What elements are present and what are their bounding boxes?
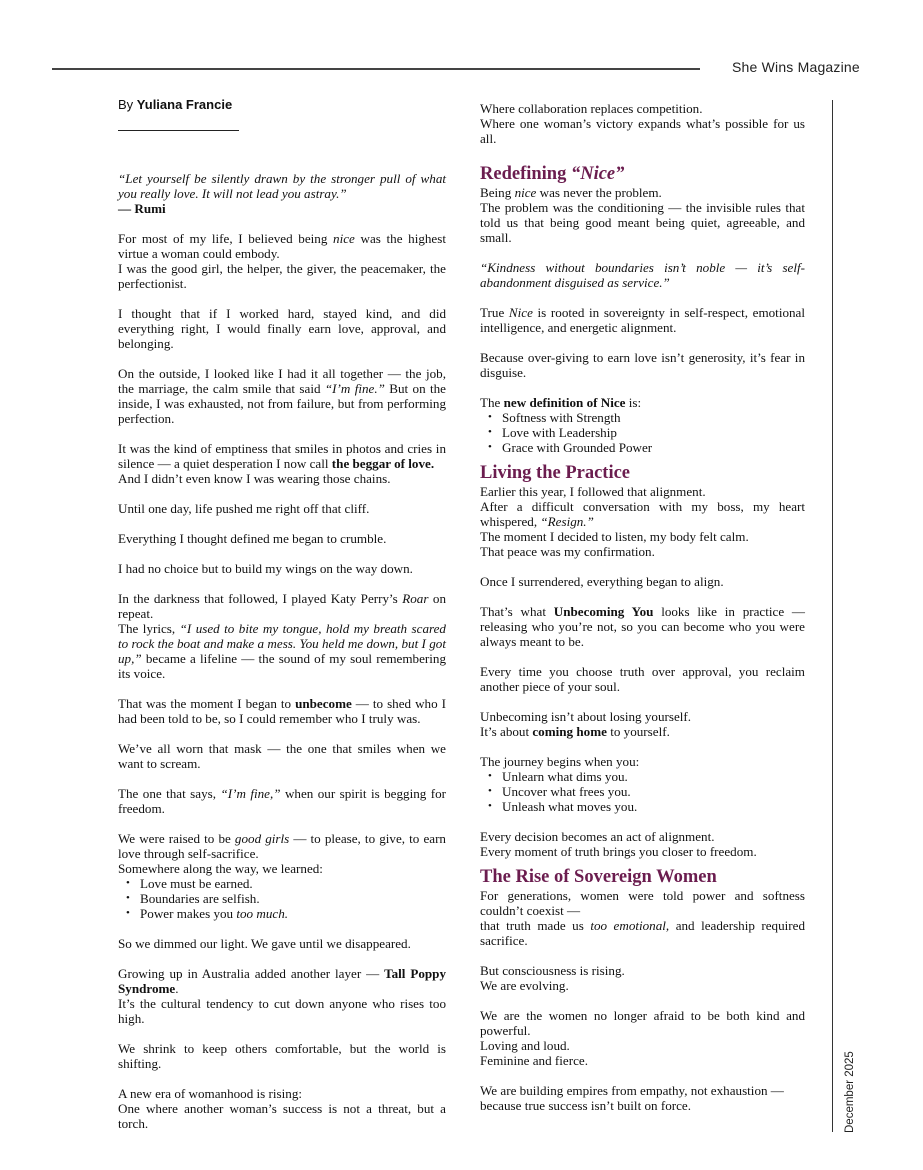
text-run: We are evolving.	[480, 978, 569, 993]
text-run: It was the kind of emptiness that smiles in photos and cries in silence — a quiet desperation I now call	[118, 441, 446, 472]
text-run: Earlier this year, I followed that alignment.	[480, 484, 706, 499]
text-run: The one that says,	[118, 786, 221, 802]
text-run: That was the moment I began to	[118, 696, 296, 712]
list-item: • Boundaries are selfish.	[140, 891, 446, 906]
text-run: We were raised to be	[118, 831, 235, 847]
text-run: is rooted in sovereignty in self-respect, emotional intelligence, and energetic alignment.	[480, 305, 805, 335]
opening-quote	[118, 171, 446, 216]
list-item: • Unleash what moves you.	[502, 799, 805, 814]
paragraph	[480, 1008, 805, 1068]
paragraph	[480, 305, 805, 335]
text-run: Loving and loud.	[480, 1038, 570, 1053]
text-run: Being	[480, 185, 515, 200]
text-run: The moment I decided to listen, my body felt calm.	[480, 529, 749, 544]
text-run: But consciousness is rising.	[480, 963, 625, 978]
paragraph: Every time you choose truth over approval, you reclaim another piece of your soul.	[480, 664, 805, 694]
left-column	[118, 97, 446, 1146]
text-run: One where another woman’s success is not a threat, but a torch.	[118, 1101, 446, 1132]
paragraph: Everything I thought defined me began to crumble.	[118, 531, 387, 547]
text-run: “Nice”	[570, 164, 625, 184]
text-run: “I’m fine.”	[324, 381, 385, 397]
text-run: Somewhere along the way, we learned:	[118, 861, 323, 877]
paragraph	[118, 966, 446, 1026]
text-run: I was the good girl, the helper, the giver, the peacemaker, the perfectionist.	[118, 261, 446, 292]
text-run: Unbecoming isn’t about losing yourself.	[480, 709, 692, 724]
paragraph: We shrink to keep others comfortable, but the world is shifting.	[118, 1041, 446, 1072]
text-run: and leadership required sacrifice.	[480, 918, 806, 948]
paragraph: So we dimmed our light. We gave until we disappeared.	[118, 936, 411, 952]
text-run: Power makes you	[140, 906, 237, 922]
header-rule	[52, 68, 700, 70]
text-run: Where one woman’s victory expands what’s possible for us all.	[480, 116, 805, 146]
text-run: looks like in practice — releasing who you’re not, so you can become who you were always meant to be.	[480, 604, 805, 649]
paragraph: We’ve all worn that mask — the one that smiles when we want to scream.	[118, 741, 446, 772]
text-run: Feminine and fierce.	[480, 1053, 588, 1068]
text-run: when our spirit is begging for freedom.	[118, 786, 446, 817]
text-run: to yourself.	[606, 724, 670, 739]
byline	[118, 97, 446, 113]
text-run: The problem was the conditioning — the invisible rules that told us that being good meant being quiet, agreeable, and small.	[480, 200, 805, 245]
text-run: too emotional,	[590, 918, 670, 933]
text-run: Every decision becomes an act of alignment.	[480, 829, 715, 844]
section-heading-sovereign-women: The Rise of Sovereign Women	[480, 867, 717, 887]
text-run: After a difficult conversation with my boss, my heart whispered,	[480, 499, 805, 529]
bullet-list	[480, 769, 805, 814]
text-run: Roar	[402, 591, 429, 607]
text-run: unbecome	[295, 696, 352, 712]
paragraph	[480, 604, 805, 649]
paragraph	[480, 484, 805, 559]
paragraph	[480, 1083, 805, 1113]
text-run: “I’m fine,”	[220, 786, 281, 802]
paragraph	[118, 366, 446, 426]
list-item: • Love with Leadership	[502, 425, 805, 440]
text-run: The	[480, 395, 504, 410]
paragraph: Because over-giving to earn love isn’t generosity, it’s fear in disguise.	[480, 350, 805, 380]
paragraph	[118, 1086, 446, 1131]
text-run: — to shed who I had been told to be, so I could remember who I truly was.	[118, 696, 446, 727]
text-run: good girls	[234, 831, 290, 847]
text-run: was the highest virtue a woman could embody.	[118, 231, 446, 262]
list-item: • Unlearn what dims you.	[502, 769, 805, 784]
paragraph	[480, 101, 805, 146]
pull-quote: “Kindness without boundaries isn’t noble — it’s self-abandonment disguised as service.”	[480, 260, 805, 290]
text-run: “I used to bite my tongue, hold my breath scared to rock the boat and make a mess. You held me down, but I got up,”	[118, 621, 446, 667]
text-run: too much.	[236, 906, 289, 922]
text-run: For generations, women were told power and softness couldn’t coexist —	[480, 888, 805, 918]
text-run: Where collaboration replaces competition.	[480, 101, 703, 116]
paragraph: Until one day, life pushed me right off that cliff.	[118, 501, 370, 517]
right-column	[480, 101, 805, 1128]
text-run: And I didn’t even know I was wearing those chains.	[118, 471, 391, 487]
text-run: In the darkness that followed, I played Katy Perry’s	[118, 591, 403, 607]
section-heading-redefining-nice	[480, 164, 805, 185]
paragraph	[480, 829, 805, 859]
text-run: That’s what	[480, 604, 554, 619]
text-run: The lyrics,	[118, 621, 180, 637]
list-item: • Softness with Strength	[502, 410, 805, 425]
text-run: was never the problem.	[536, 185, 662, 200]
text-run: Redefining	[480, 164, 571, 184]
paragraph	[118, 831, 446, 876]
quote-author: — Rumi	[118, 201, 166, 217]
paragraph: The journey begins when you:	[480, 754, 640, 769]
issue-date: December 2025	[844, 1051, 856, 1133]
text-run: It’s the cultural tendency to cut down anyone who rises too high.	[118, 996, 446, 1027]
margin-rule	[832, 100, 833, 1132]
text-run: the beggar of love.	[331, 456, 435, 472]
author-name: Yuliana Francie	[136, 97, 233, 112]
paragraph	[118, 441, 446, 486]
paragraph	[480, 888, 805, 948]
paragraph	[118, 786, 446, 816]
text-run: It’s about	[480, 724, 533, 739]
paragraph	[118, 231, 446, 291]
text-run: Nice	[508, 305, 533, 320]
text-run: because true success isn’t built on force.	[480, 1098, 692, 1113]
text-run: nice	[333, 231, 355, 247]
list-item: • Uncover what frees you.	[502, 784, 805, 799]
list-item	[140, 906, 446, 921]
list-item: • Grace with Grounded Power	[502, 440, 805, 455]
paragraph	[118, 591, 446, 681]
magazine-name: She Wins Magazine	[732, 59, 860, 75]
text-run: is:	[625, 395, 642, 410]
paragraph	[480, 963, 805, 993]
paragraph	[480, 185, 805, 245]
paragraph: Once I surrendered, everything began to align.	[480, 574, 724, 589]
text-run: that truth made us	[480, 918, 591, 933]
text-run: For most of my life, I believed being	[118, 231, 334, 247]
text-run: on repeat.	[118, 591, 446, 622]
text-run: Every moment of truth brings you closer to freedom.	[480, 844, 757, 859]
quote-text: “Let yourself be silently drawn by the stronger pull of what you really love. It will not lead you astray.”	[118, 171, 446, 202]
paragraph	[118, 696, 446, 726]
text-run: But on the inside, I was exhausted, not from failure, but from performing perfection.	[118, 381, 446, 427]
bullet-list	[118, 876, 446, 921]
paragraph: I thought that if I worked hard, stayed kind, and did everything right, I would finally earn love, approval, and belonging.	[118, 306, 446, 352]
paragraph	[480, 709, 805, 739]
text-run: That peace was my confirmation.	[480, 544, 655, 559]
text-run: On the outside, I looked like I had it all together — the job, the marriage, the calm smile that said	[118, 366, 446, 397]
text-run: — to please, to give, to earn love through self-sacrifice.	[118, 831, 446, 862]
text-run: became a lifeline — the sound of my soul remembering its voice.	[118, 651, 446, 682]
byline-prefix: By	[118, 97, 134, 112]
text-run: We are the women no longer afraid to be both kind and powerful.	[480, 1008, 805, 1038]
text-run: new definition of Nice	[503, 395, 626, 410]
section-heading-living-practice: Living the Practice	[480, 463, 631, 483]
paragraph	[480, 395, 805, 410]
list-item: • Love must be earned.	[140, 876, 446, 891]
text-run: Unbecoming You	[553, 604, 654, 619]
text-run: Tall Poppy Syndrome	[118, 966, 446, 997]
text-run: nice	[514, 185, 537, 200]
text-run: “Resign.”	[540, 514, 594, 529]
bullet-list	[480, 410, 805, 455]
text-run: We are building empires from empathy, not exhaustion —	[480, 1083, 784, 1098]
text-run: coming home	[532, 724, 607, 739]
byline-rule	[118, 130, 239, 131]
paragraph: I had no choice but to build my wings on the way down.	[118, 561, 413, 577]
text-run: A new era of womanhood is rising:	[118, 1086, 303, 1102]
text-run: True	[480, 305, 509, 320]
text-run: .	[175, 981, 179, 997]
text-run: Growing up in Australia added another layer —	[118, 966, 385, 982]
